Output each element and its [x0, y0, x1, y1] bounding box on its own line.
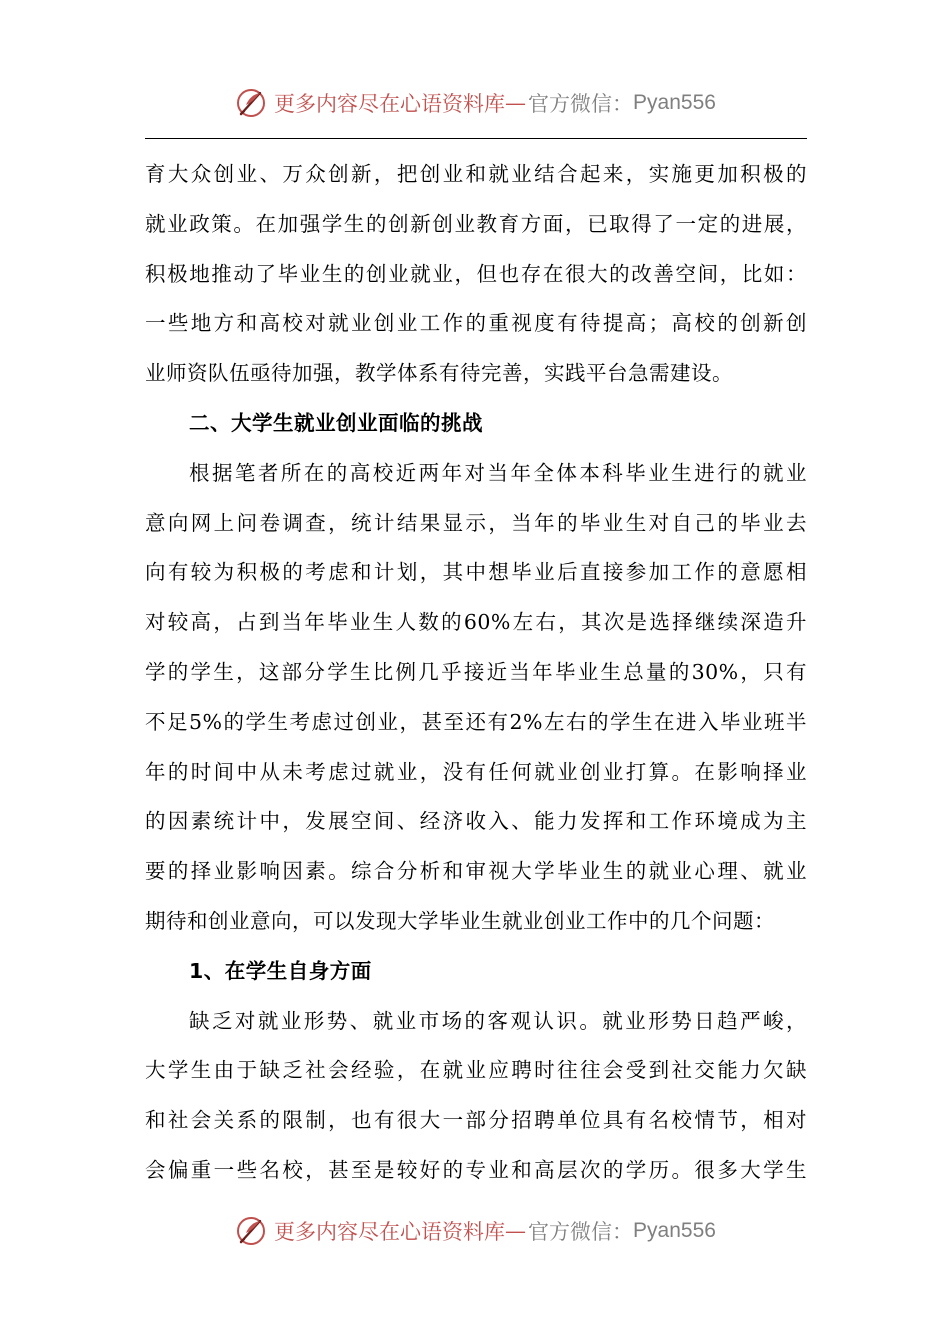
document-body [145, 150, 807, 1196]
body-line: 年的时间中从未考虑过就业，没有任何就业创业打算。在影响择业 [145, 759, 807, 784]
body-line: 要的择业影响因素。综合分析和审视大学毕业生的就业心理、就业 [145, 859, 807, 884]
body-line: 一些地方和高校对就业创业工作的重视度有待提高；高校的创新创 [145, 311, 807, 336]
body-line: 的因素统计中，发展空间、经济收入、能力发挥和工作环境成为主 [145, 809, 807, 834]
subsection-heading: 1、在学生自身方面 [189, 958, 372, 983]
body-line: 和社会关系的限制，也有很大一部分招聘单位具有名校情节，相对 [145, 1108, 807, 1133]
body-line: 育大众创业、万众创新，把创业和就业结合起来，实施更加积极的 [145, 162, 807, 186]
body-line: 大学生由于缺乏社会经验，在就业应聘时往往会受到社交能力欠缺 [145, 1058, 807, 1083]
body-line: 缺乏对就业形势、就业市场的客观认识。就业形势日趋严峻， [189, 1008, 807, 1033]
header-divider [145, 138, 807, 139]
footer-dash: — [505, 1219, 527, 1243]
body-line: 会偏重一些名校，甚至是较好的专业和高层次的学历。很多大学生 [145, 1157, 807, 1182]
body-line: 就业政策。在加强学生的创新创业教育方面，已取得了一定的进展， [145, 211, 807, 236]
section-heading: 二、大学生就业创业面临的挑战 [189, 410, 483, 435]
body-line: 向有较为积极的考虑和计划，其中想毕业后直接参加工作的意愿相 [145, 560, 807, 585]
footer-wechat-label: 官方微信： [528, 1220, 634, 1244]
header-banner [0, 81, 950, 125]
body-line: 业师资队伍亟待加强，教学体系有待完善，实践平台急需建设。 [145, 361, 733, 386]
header-title: 更多内容尽在心语资料库 [274, 92, 506, 116]
body-line: 积极地推动了毕业生的创业就业，但也存在很大的改善空间，比如： [145, 261, 807, 286]
header-wechat-id: Pyan556 [633, 91, 716, 114]
footer-wechat-id: Pyan556 [633, 1219, 716, 1242]
footer-banner [0, 1209, 950, 1253]
quill-pen-logo-icon [234, 86, 268, 120]
body-line: 期待和创业意向，可以发现大学毕业生就业创业工作中的几个问题： [145, 908, 775, 933]
body-line: 根据笔者所在的高校近两年对当年全体本科毕业生进行的就业 [189, 460, 807, 485]
body-line: 不足5%的学生考虑过创业，甚至还有2%左右的学生在进入毕业班半 [145, 709, 807, 734]
quill-pen-logo-icon [234, 1214, 268, 1248]
body-line: 意向网上问卷调查，统计结果显示，当年的毕业生对自己的毕业去 [145, 510, 807, 535]
body-line: 对较高，占到当年毕业生人数的60%左右，其次是选择继续深造升 [145, 610, 807, 635]
footer-title: 更多内容尽在心语资料库 [274, 1220, 506, 1244]
header-dash: — [505, 91, 527, 115]
header-wechat-label: 官方微信： [528, 92, 634, 116]
body-line: 学的学生，这部分学生比例几乎接近当年毕业生总量的30%，只有 [145, 659, 807, 684]
